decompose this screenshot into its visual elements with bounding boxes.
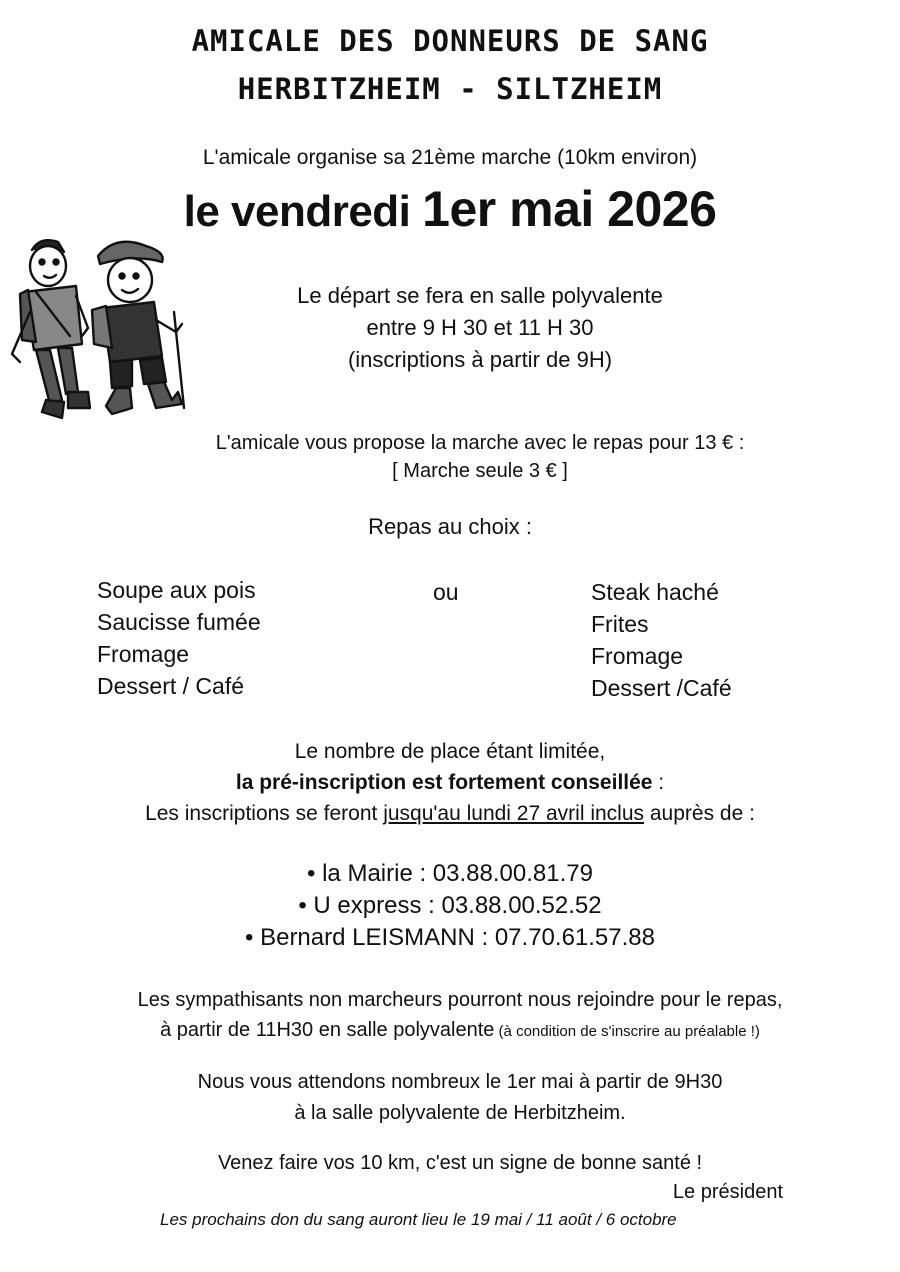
menu-right-column [591,576,732,704]
intro-text: L'amicale organise sa 21ème marche (10km environ) [202,146,698,169]
supporters-line-2 [10,1015,900,1047]
footer-note: Les prochains don du sang auront lieu le 19 mai / 11 août / 6 octobre [160,1210,677,1229]
event-date [0,180,900,238]
pricing-line-1: L'amicale vous propose la marche avec le repas pour 13 € : [215,432,745,454]
contact-item: • U express : 03.88.00.52.52 [298,892,602,919]
date-prefix: le vendredi [183,187,411,236]
closing-block [0,1067,900,1129]
registration-deadline: jusqu'au lundi 27 avril inclus [383,802,645,825]
registration-colon: : [652,771,665,794]
contact-item: • Bernard LEISMANN : 07.70.61.57.88 [245,924,655,951]
closing-line-1: Nous vous attendons nombreux le 1er mai à partir de 9H30 [197,1071,723,1093]
menu-right-item: Frites [591,611,649,637]
departure-block [0,280,900,376]
menu-left-item: Soupe aux pois [97,577,256,603]
registration-line-2 [0,767,900,798]
registration-pre: Les inscriptions se feront [145,802,384,825]
date-day: 1er mai 2026 [422,181,717,237]
menu-left-item: Fromage [97,641,190,667]
registration-line-1: Le nombre de place étant limitée, [294,740,606,763]
menu-right-item: Dessert /Café [591,675,732,701]
registration-advice: la pré-inscription est fortement conseillée [235,771,653,794]
departure-line-1: Le départ se fera en salle polyvalente [297,283,663,308]
supporters-time: à partir de 11H30 en salle polyvalente [160,1019,495,1041]
menu-left-column [97,574,261,702]
supporters-block [0,985,900,1047]
registration-post: auprès de : [644,802,755,825]
contact-item: • la Mairie : 03.88.00.81.79 [307,860,593,887]
departure-line-2: entre 9 H 30 et 11 H 30 [366,315,594,340]
menu-left-item: Dessert / Café [97,673,244,699]
supporters-line-1: Les sympathisants non marcheurs pourront nous rejoindre pour le repas, [137,989,783,1011]
header-line-1: AMICALE DES DONNEURS DE SANG [191,24,709,58]
menu-separator: ou [433,579,459,605]
pricing-line-2: [ Marche seule 3 € ] [392,460,568,482]
menu-left-item: Saucisse fumée [97,609,261,635]
closing-line-2: à la salle polyvalente de Herbitzheim. [294,1102,626,1124]
menu-right-item: Fromage [591,643,684,669]
registration-line-3 [0,798,900,829]
registration-block [0,736,900,829]
supporters-note: (à condition de s'inscrire au préalable !) [494,1023,760,1040]
menu-right-item: Steak haché [591,579,719,605]
pricing-block [0,429,900,485]
contacts-list [0,858,900,954]
closing-line-3: Venez faire vos 10 km, c'est un signe de bonne santé ! [217,1152,703,1174]
header-line-2: HERBITZHEIM - SILTZHEIM [237,72,663,106]
menu-heading: Repas au choix : [368,514,532,539]
departure-line-3: (inscriptions à partir de 9H) [347,347,613,372]
signature: Le président [672,1181,783,1203]
